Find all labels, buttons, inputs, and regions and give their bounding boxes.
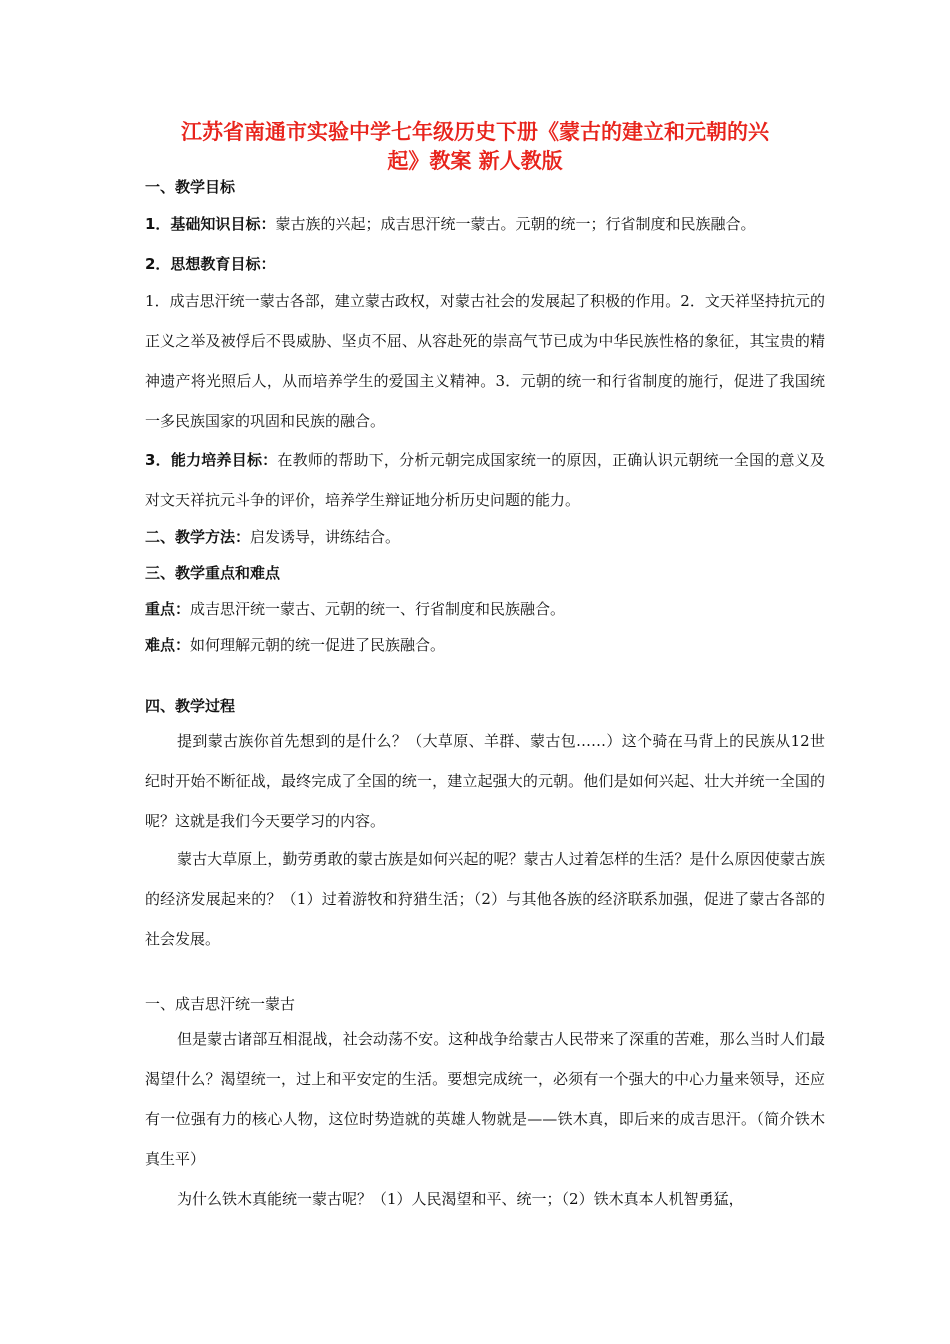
title-line-2: 起》教案 新人教版 [387, 149, 563, 173]
goal-ability [145, 440, 825, 520]
difficult-point [145, 625, 825, 665]
key-point [145, 589, 825, 629]
section-heading-goals: 一、教学目标 [145, 178, 236, 196]
key-point-text: 成吉思汗统一蒙古、元朝的统一、行省制度和民族融合。 [190, 600, 566, 618]
goal-basic-label: 1．基础知识目标： [145, 215, 276, 233]
difficult-point-text: 如何理解元朝的统一促进了民族融合。 [190, 636, 446, 654]
difficult-point-label: 难点： [145, 636, 191, 654]
goal-ability-text: 在教师的帮助下，分析元朝完成国家统一的原因，正确认识元朝统一全国的意义及对文天祥抗元斗争的评价，培养学生辩证地分析历史问题的能力。 [145, 451, 825, 509]
subsection-heading-unify-mongolia: 一、成吉思汗统一蒙古 [145, 995, 296, 1013]
teaching-method [145, 517, 825, 557]
section-heading-process: 四、教学过程 [145, 697, 236, 715]
process-paragraph-4: 为什么铁木真能统一蒙古呢？（1）人民渴望和平、统一；（2）铁木真本人机智勇猛， [177, 1190, 744, 1208]
title-line-1: 江苏省南通市实验中学七年级历史下册《蒙古的建立和元朝的兴 [181, 120, 769, 144]
process-paragraph-1: 提到蒙古族你首先想到的是什么？（大草原、羊群、蒙古包……）这个骑在马背上的民族从12世纪时开始不断征战，最终完成了全国的统一，建立起强大的元朝。他们是如何兴起、壮大并统一全国的呢？这就是我们今天要学习的内容。 [145, 732, 825, 830]
process-paragraph-3: 但是蒙古诸部互相混战，社会动荡不安。这种战争给蒙古人民带来了深重的苦难，那么当时人们最渴望什么？渴望统一，过上和平安定的生活。要想完成统一，必须有一个强大的中心力量来领导，还应有一位强有力的核心人物，这位时势造就的英雄人物就是——铁木真，即后来的成吉思汗。（简介铁木真生平） [145, 1030, 825, 1168]
goal-basic-text: 蒙古族的兴起；成吉思汗统一蒙古。元朝的统一；行省制度和民族融合。 [275, 215, 756, 233]
goal-basic-knowledge [145, 204, 825, 244]
process-paragraph-2: 蒙古大草原上，勤劳勇敢的蒙古族是如何兴起的呢？蒙古人过着怎样的生活？是什么原因使蒙古族的经济发展起来的？（1）过着游牧和狩猎生活；（2）与其他各族的经济联系加强，促进了蒙古各部的社会发展。 [145, 850, 825, 948]
teaching-method-text: 启发诱导，讲练结合。 [250, 528, 401, 546]
goal-ideology-text: 1．成吉思汗统一蒙古各部，建立蒙古政权，对蒙古社会的发展起了积极的作用。2．文天祥坚持抗元的正义之举及被俘后不畏威胁、坚贞不屈、从容赴死的崇高气节已成为中华民族性格的象征，其宝贵的精神遗产将光照后人，从而培养学生的爱国主义精神。3．元朝的统一和行省制度的施行，促进了我国统一多民族国家的巩固和民族的融合。 [145, 292, 825, 430]
key-point-label: 重点： [145, 600, 191, 618]
goal-ability-label: 3．能力培养目标： [145, 451, 278, 469]
section-heading-key-points: 三、教学重点和难点 [145, 564, 281, 582]
goal-ideology-label: 2．思想教育目标： [145, 255, 276, 273]
teaching-method-label: 二、教学方法： [145, 528, 251, 546]
document-title [140, 118, 810, 176]
